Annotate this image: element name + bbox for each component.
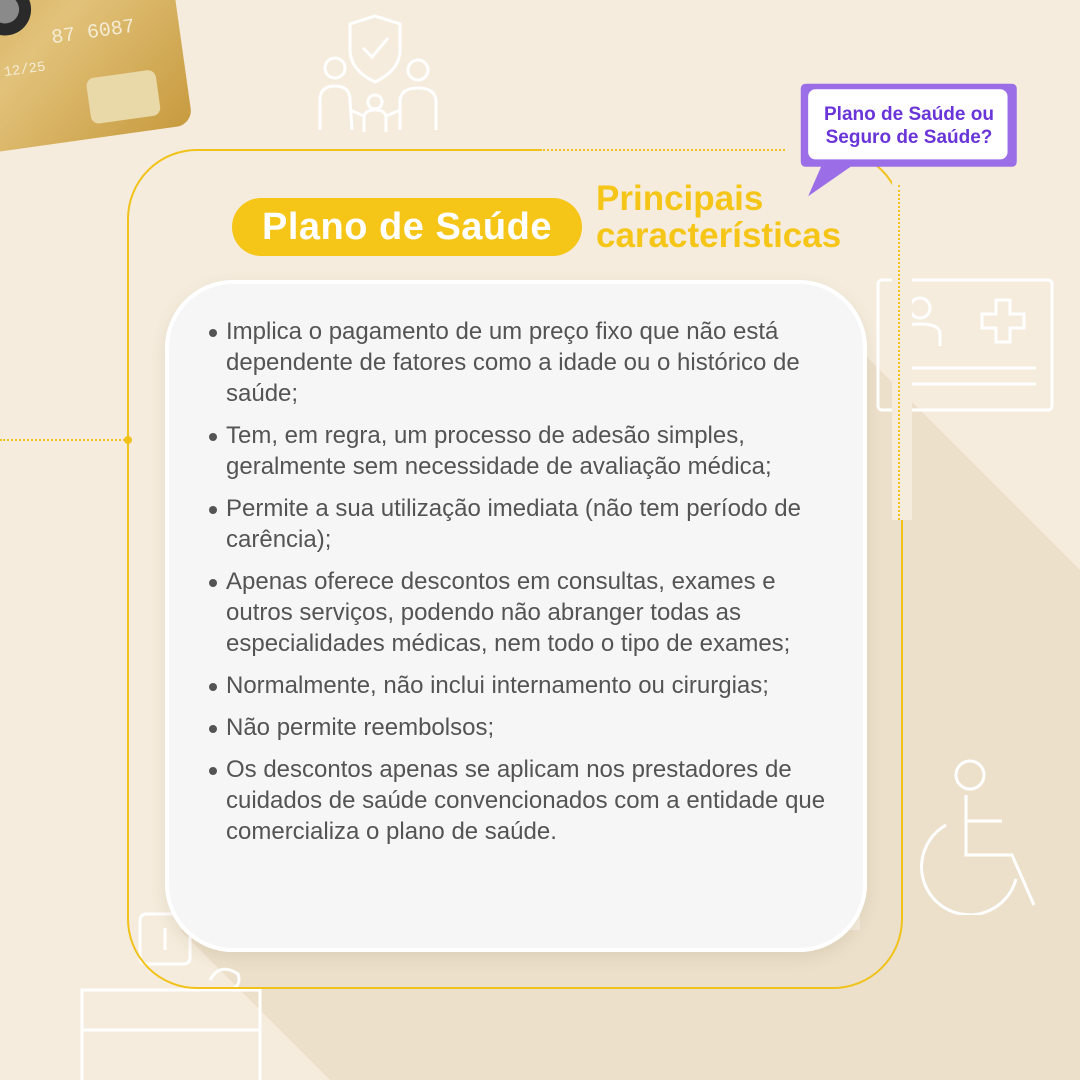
dotted-connector-left (0, 439, 128, 441)
connector-dot (124, 436, 132, 444)
list-item: Tem, em regra, um processo de adesão simples, geralmente sem necessidade de avaliação médica; (205, 420, 835, 482)
speech-bubble-text (798, 103, 1020, 149)
subtitle-line2: características (596, 216, 842, 255)
features-list (205, 316, 835, 858)
subtitle-line1: Principais (596, 179, 764, 218)
list-item: Normalmente, não inclui internamento ou cirurgias; (205, 670, 835, 701)
wheelchair-icon (916, 755, 1056, 915)
list-item: Não permite reembolsos; (205, 712, 835, 743)
family-shield-icon (300, 10, 450, 140)
speech-bubble-line2: Seguro de Saúde? (825, 127, 993, 148)
dotted-connector-right (898, 185, 900, 520)
list-item: Implica o pagamento de um preço fixo que não está dependente de fatores como a idade ou o histórico de saúde; (205, 316, 835, 409)
dotted-connector-top (540, 149, 785, 151)
list-item: Apenas oferece descontos em consultas, exames e outros serviços, podendo não abranger todas as especialidades médicas, nem todo o tipo de exames; (205, 566, 835, 659)
list-item: Permite a sua utilização imediata (não tem período de carência); (205, 493, 835, 555)
card-expiry: 12/25 (2, 59, 47, 82)
card-number: 87 6087 (49, 15, 137, 51)
section-subtitle (596, 180, 886, 254)
title-badge (232, 198, 582, 256)
speech-bubble-line1: Plano de Saúde ou (824, 104, 994, 125)
list-item: Os descontos apenas se aplicam nos prestadores de cuidados de saúde convencionados com a entidade que comercializa o plano de saúde. (205, 754, 835, 847)
title-badge-label: Plano de Saúde (262, 205, 552, 248)
